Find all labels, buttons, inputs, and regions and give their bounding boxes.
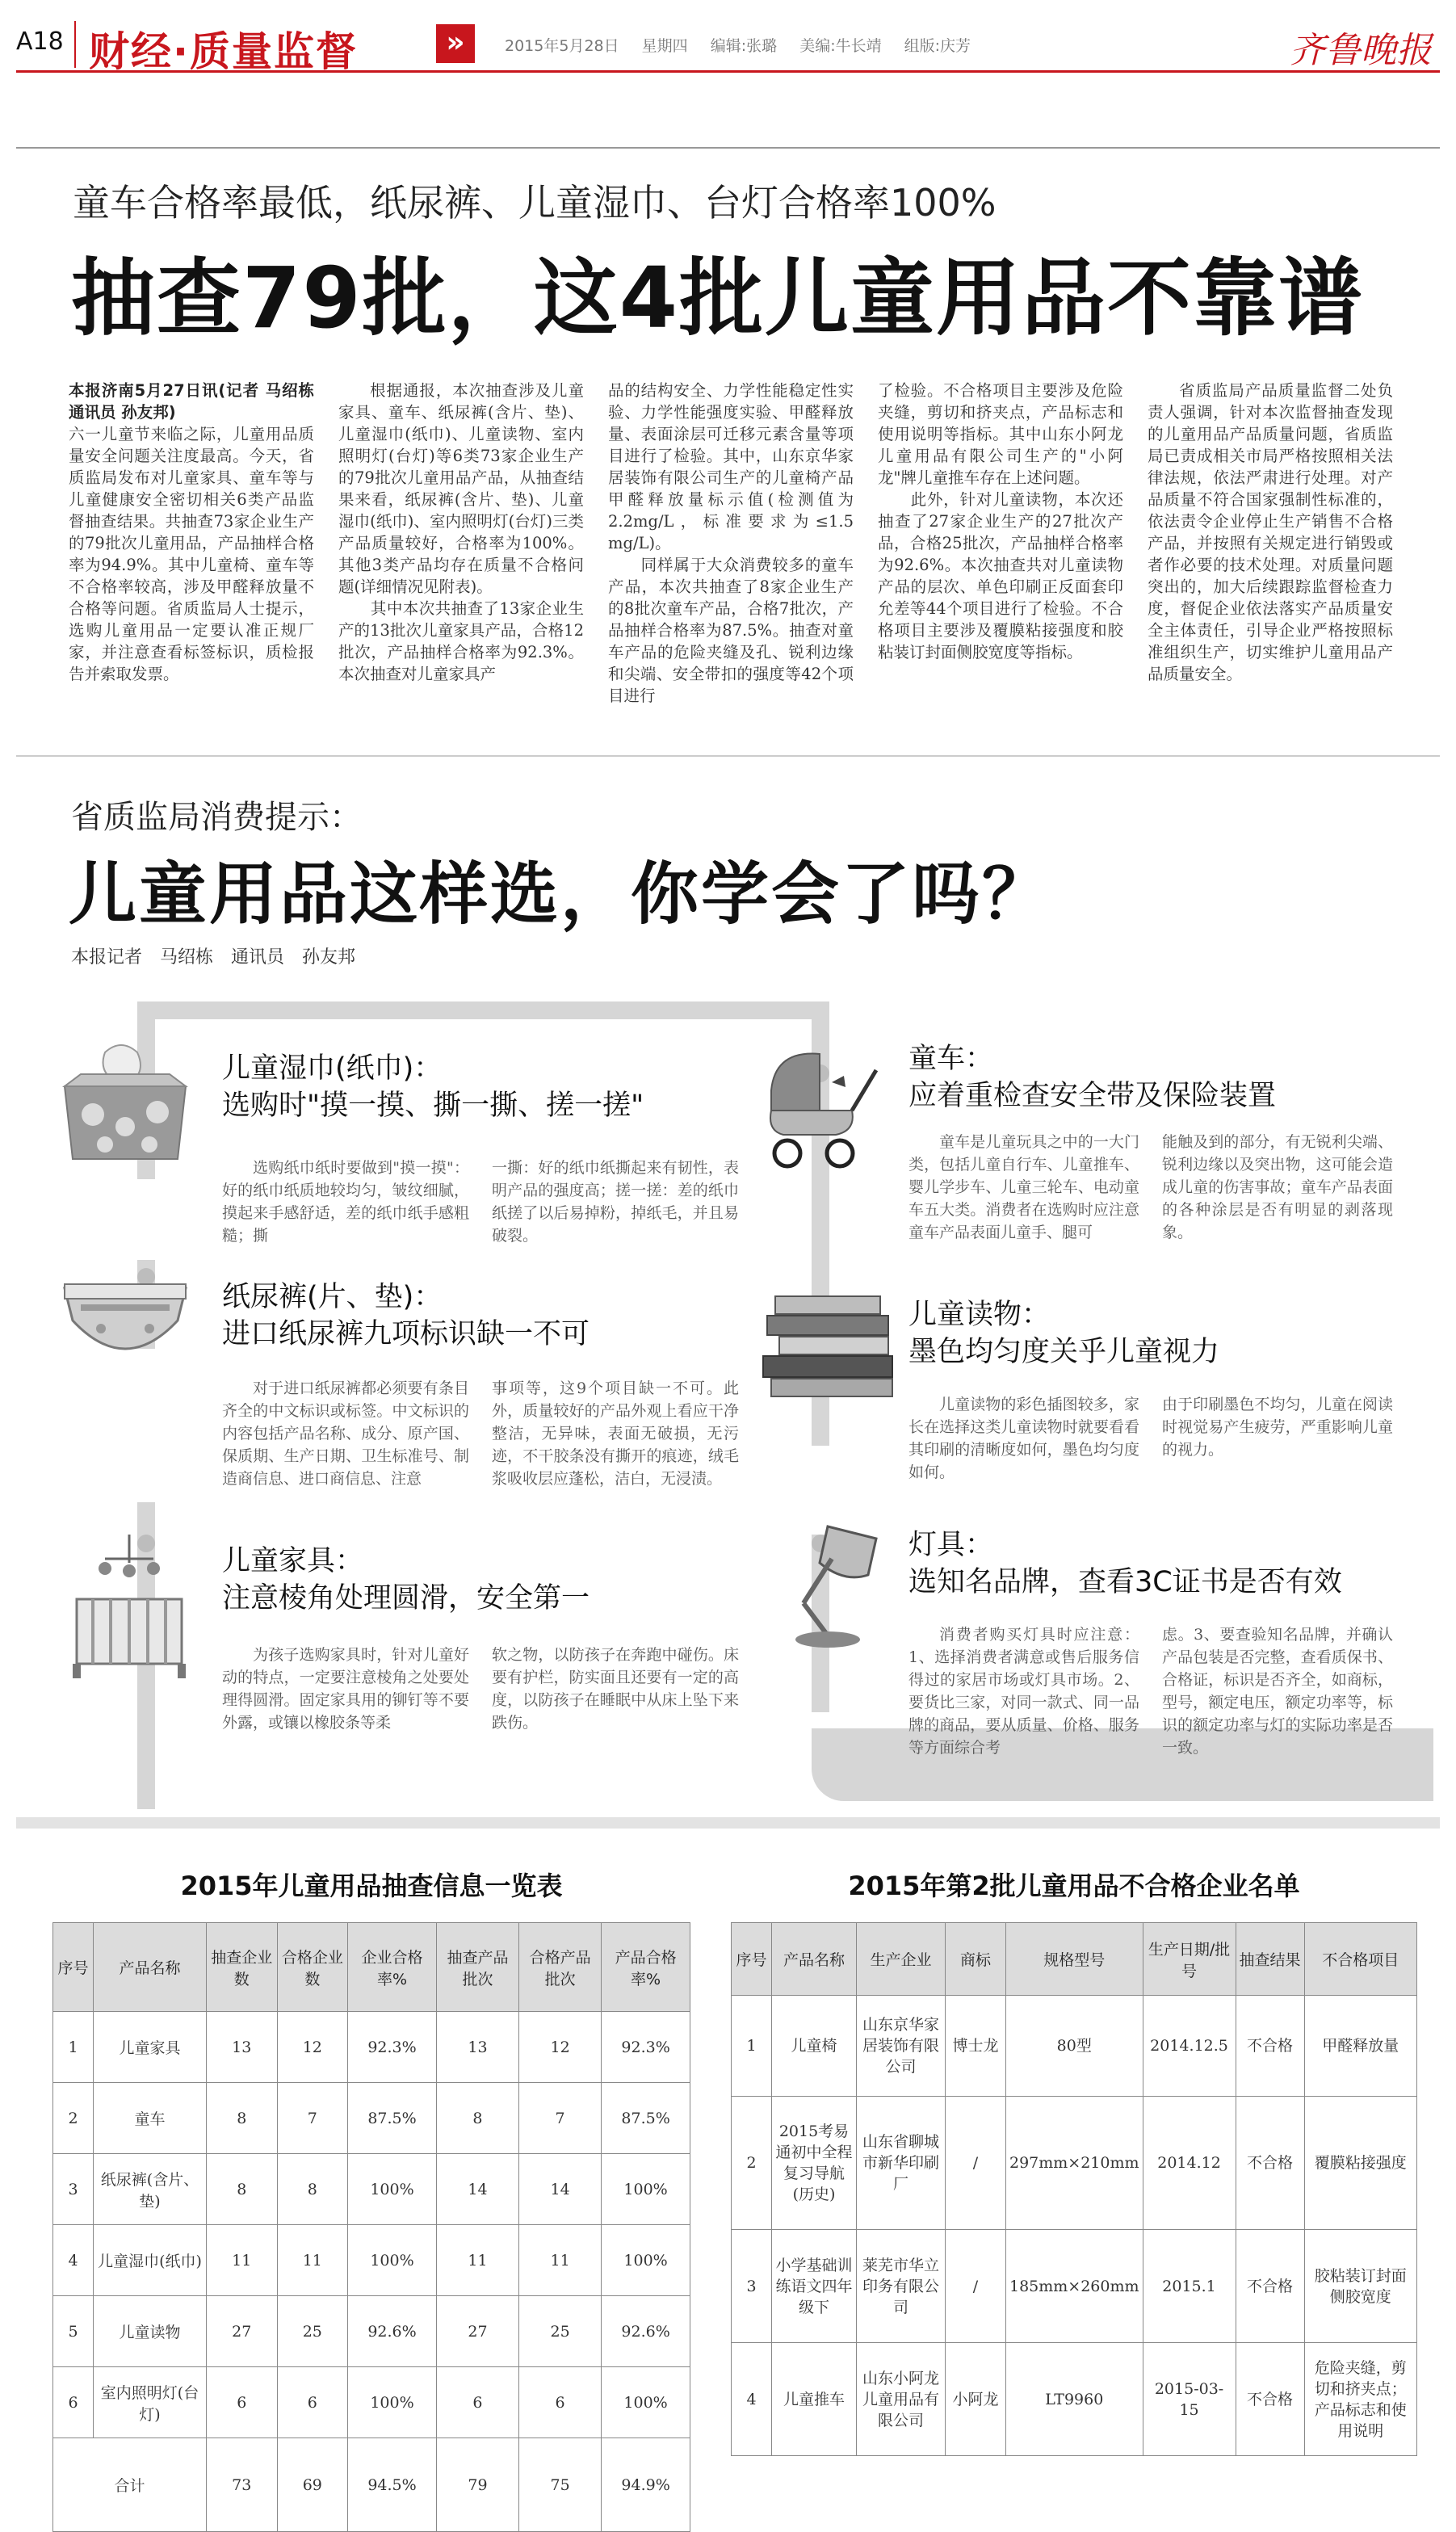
table-cell: 73 [207,2438,278,2532]
table-cell: 11 [277,2225,348,2296]
table-header: 抽查企业数 [207,1923,278,2012]
table-header: 抽查结果 [1236,1923,1304,1996]
tip-title [908,1526,1342,1601]
table-row [53,2367,690,2438]
table-cell: 79 [436,2438,518,2532]
article-column: 根据通报，本次抽查涉及儿童家具、童车、纸尿裤(含片、垫)、儿童湿巾(纸巾)、儿童读物、室内照明灯(台灯)等6类73家企业生产的79批次儿童用品产品，从抽查结果来看，纸尿裤(含片、垫)、儿童湿巾(纸巾)、室内照明灯(台灯)三类产品质量较好，合格率为100%。其他3类产品均存在质量不合格问题(详细情况见附表)。 其中本次共抽查了13家企业生产的13批次儿童家具产品，合格12批次，产品抽样合格率为92.3%。本次抽查对儿童家具产 [338,381,584,683]
table-cell: 297mm×210mm [1006,2097,1143,2230]
table-cell: 87.5% [348,2083,437,2154]
table-cell: 92.6% [602,2296,690,2367]
table-header: 商标 [946,1923,1006,1996]
table-cell: 94.9% [602,2438,690,2532]
table-cell: 27 [207,2296,278,2367]
article-column: 了检验。不合格项目主要涉及危险夹缝，剪切和挤夹点，产品标志和使用说明等指标。其中山东小阿龙儿童用品有限公司生产的"小阿龙"牌儿童推车存在上述问题。 此外，针对儿童读物，本次还抽查了27家企业生产的27批次产品，合格25批次，产品抽样合格率为92.6%。本次抽查共对儿童读物产品的层次、单色印刷正反面套印允差等44个项目进行了检验。不合格项目主要涉及覆膜粘接强度和胶粘装订封面侧胶宽度等指标。 [878,381,1123,661]
article-byline: 本报济南5月27日讯(记者 马绍栋 通讯员 孙友邦) [69,381,314,422]
section-title: 财经·质量监督 [89,28,358,75]
table-cell: 1 [732,1996,772,2097]
article-column [69,380,314,719]
tip-body [222,1644,739,1734]
tip-text: 能触及到的部分，有无锐利尖端、锐利边缘以及突出物，这可能会造成儿童的伤害事故；童车产品表面的各种涂层是否有明显的剥落现象。 [1162,1133,1393,1241]
tip-text: 对于进口纸尿裤都必须要有条目齐全的中文标识或标签。中文标识的内容包括产品名称、成分、原产国、保质期、生产日期、卫生标准号、制造商信息、进口商信息、注意 [222,1379,469,1488]
tip-subtitle: 墨色均匀度关乎儿童视力 [908,1336,1220,1368]
table-cell: 7 [277,2083,348,2154]
table-cell: 2015-03-15 [1143,2343,1236,2456]
table-cell: 100% [348,2367,437,2438]
table-cell: 27 [436,2296,518,2367]
tip-body [908,1623,1393,1759]
nonconforming-enterprises-table [731,1922,1417,2456]
header-info [505,34,988,56]
table-row [53,2296,690,2367]
table-header: 序号 [53,1923,94,2012]
stroller-icon [755,1034,892,1171]
table-cell: 8 [277,2154,348,2225]
connector-path [137,1001,828,1019]
art-editor-credit: 美编:牛长靖 [799,37,882,55]
page-number: A18 [16,27,64,56]
table-cell: 92.6% [348,2296,437,2367]
table-cell: 11 [436,2225,518,2296]
table-cell: 不合格 [1236,2097,1304,2230]
table-cell: 儿童家具 [94,2012,207,2083]
table-cell: 童车 [94,2083,207,2154]
table-row [53,2012,690,2083]
table-cell: 12 [277,2012,348,2083]
newspaper-logo: 齐鲁晚报 [1290,30,1432,71]
table-cell: 92.3% [348,2012,437,2083]
tip-body [222,1157,739,1247]
tips-kicker: 省质监局消费提示： [71,799,362,836]
table-cell: 8 [207,2154,278,2225]
tip-subtitle: 选购时"摸一摸、撕一撕、搓一搓" [222,1090,644,1122]
tip-subtitle: 进口纸尿裤九项标识缺一不可 [222,1318,590,1350]
tip-text: 虑。3、要查验知名品牌，并确认产品包装是否完整，查看质保书、合格证，标识是否齐全，如商标，型号，额定电压，额定功率等，标识的额定功率与灯的实际功率是否一致。 [1162,1626,1393,1757]
editor-credit: 编辑:张璐 [710,37,778,55]
table-cell: 2015.1 [1143,2230,1236,2343]
tip-body [222,1377,739,1490]
table-cell: 80型 [1006,1996,1143,2097]
table-total-row [53,2438,690,2532]
article-column: 品的结构安全、力学性能稳定性实验、力学性能强度实验、甲醛释放量、表面涂层可迁移元素含量等项目进行了检验。其中，山东京华家居装饰有限公司生产的儿童椅产品甲醛释放量标示值(检测值为2.2mg/L，标准要求为≤1.5 mg/L)。 同样属于大众消费较多的童车产品，本次共抽查了8家企业生产的8批次童车产品，合格7批次，产品抽样合格率为87.5%。抽查对童车产品的危险夹缝及孔、锐利边缘和尖端、安全带扣的强度等42个项目进行 [608,381,854,705]
books-icon [759,1288,904,1401]
table-cell: 25 [519,2296,602,2367]
table-row [732,2343,1417,2456]
table-cell: 2 [53,2083,94,2154]
lead-article [69,380,1393,719]
table-cell: 100% [348,2225,437,2296]
table-header: 生产日期/批号 [1143,1923,1236,1996]
tip-category: 儿童家具： [222,1545,364,1577]
table-header: 序号 [732,1923,772,1996]
table-cell: 87.5% [602,2083,690,2154]
table-cell: 儿童椅 [772,1996,857,2097]
crib-icon [69,1535,190,1680]
table-cell: 11 [519,2225,602,2296]
table-cell: 不合格 [1236,2343,1304,2456]
table-cell: / [946,2230,1006,2343]
table-cell: 小阿龙 [946,2343,1006,2456]
table-cell: 100% [602,2367,690,2438]
table-cell: 儿童读物 [94,2296,207,2367]
table-header: 不合格项目 [1304,1923,1416,1996]
table-cell: 山东省聊城市新华印刷厂 [857,2097,946,2230]
table-cell: 6 [519,2367,602,2438]
table-cell: 不合格 [1236,1996,1304,2097]
table-cell: 2014.12.5 [1143,1996,1236,2097]
table-cell: 胶粘装订封面侧胶宽度 [1304,2230,1416,2343]
table-cell: 2014.12 [1143,2097,1236,2230]
header-divider [74,21,76,68]
issue-date: 2015年5月28日 [505,37,619,55]
table-cell: 儿童推车 [772,2343,857,2456]
table-cell: 6 [436,2367,518,2438]
tip-text: 事项等，这9个项目缺一不可。此外，质量较好的产品外观上看应干净整洁，无异味，表面无破损，无污迹，不干胶条没有撕开的痕迹，绒毛浆吸收层应蓬松，洁白，无浸渍。 [492,1379,739,1488]
connector-path [16,1817,1440,1829]
tip-title [222,1050,644,1124]
tip-text: 由于印刷墨色不均匀，儿童在阅读时视觉易产生疲劳，严重影响儿童的视力。 [1162,1396,1393,1459]
table-cell: 7 [519,2083,602,2154]
tip-category: 童车： [908,1043,994,1075]
issue-weekday: 星期四 [641,37,688,55]
table-cell: 8 [436,2083,518,2154]
table-cell: 4 [732,2343,772,2456]
tip-subtitle: 应着重检查安全带及保险装置 [908,1080,1277,1112]
table-cell: 100% [602,2154,690,2225]
diaper-icon [57,1272,194,1377]
table-row [732,1996,1417,2097]
tip-body [908,1131,1393,1244]
table-cell: 山东小阿龙儿童用品有限公司 [857,2343,946,2456]
page-header [16,16,1440,73]
table-header: 合格产品批次 [519,1923,602,2012]
table-cell: 山东京华家居装饰有限公司 [857,1996,946,2097]
tip-title [908,1040,1276,1115]
tip-subtitle: 注意棱角处理圆滑，安全第一 [222,1582,590,1615]
table-cell: 莱芜市华立印务有限公司 [857,2230,946,2343]
table-cell: 8 [207,2083,278,2154]
tip-title [908,1296,1219,1371]
table-cell: 4 [53,2225,94,2296]
table-cell: 6 [53,2367,94,2438]
table-row [53,2083,690,2154]
table-cell: 小学基础训练语文四年级下 [772,2230,857,2343]
table-cell: 纸尿裤(含片、垫) [94,2154,207,2225]
table-header: 产品合格率% [602,1923,690,2012]
table-cell: 合计 [53,2438,207,2532]
article-text: 六一儿童节来临之际，儿童用品质量安全问题关注度最高。今天，省质监局发布对儿童家具、童车等与儿童健康安全密切相关6类产品监督抽查结果。共抽查73家企业生产的79批次儿童用品，产品抽样合格率为94.9%。其中儿童椅、童车等不合格率较高，涉及甲醛释放量不合格等问题。省质监局人士提示，选购儿童用品一定要认准正规厂家，并注意查看标签标识，质检报告并索取发票。 [69,425,314,683]
table-cell: 75 [519,2438,602,2532]
table-row [53,2225,690,2296]
tip-subtitle: 选知名品牌，查看3C证书是否有效 [908,1566,1342,1598]
top-rule [16,147,1440,149]
table-cell: 100% [602,2225,690,2296]
table-cell: 不合格 [1236,2230,1304,2343]
table-cell: 2015考易通初中全程复习导航(历史) [772,2097,857,2230]
tip-body [908,1393,1393,1484]
desk-lamp-icon [771,1514,900,1652]
table-cell: 儿童湿巾(纸巾) [94,2225,207,2296]
tip-category: 儿童湿巾(纸巾)： [222,1052,443,1085]
tip-category: 灯具： [908,1529,994,1561]
table-cell: 14 [519,2154,602,2225]
table-cell: 25 [277,2296,348,2367]
tip-text: 童车是儿童玩具之中的一大门类，包括儿童自行车、儿童推车、婴儿学步车、儿童三轮车、电动童车五大类。消费者在选购时应注意童车产品表面儿童手、腿可 [908,1133,1139,1241]
table-cell: 2 [732,2097,772,2230]
tip-text: 儿童读物的彩色插图较多，家长在选择这类儿童读物时就要看看其印刷的清晰度如何，墨色均匀度如何。 [908,1396,1139,1481]
lead-headline: 抽查79批，这4批儿童用品不靠谱 [71,249,1365,347]
table-header: 生产企业 [857,1923,946,1996]
section-rule [16,755,1440,757]
tip-text: 软之物，以防孩子在奔跑中碰伤。床要有护栏，防实面且还要有一定的高度，以防孩子在睡眠中从床上坠下来跌伤。 [492,1646,739,1732]
table-cell: 危险夹缝，剪切和挤夹点；产品标志和使用说明 [1304,2343,1416,2456]
tip-category: 儿童读物： [908,1299,1051,1331]
tip-text: 选购纸巾纸时要做到"摸一摸"：好的纸巾纸质地较均匀，皱纹细腻，摸起来手感舒适，差的纸巾纸手感粗糙；撕 [222,1159,469,1245]
table2-title: 2015年第2批儿童用品不合格企业名单 [848,1871,1300,1901]
lead-subhead: 童车合格率最低，纸尿裤、儿童湿巾、台灯合格率100% [73,181,997,225]
table-cell: 69 [277,2438,348,2532]
connector-path [137,1696,155,1809]
table-cell: 185mm×260mm [1006,2230,1143,2343]
table-cell: 6 [207,2367,278,2438]
table-header: 合格企业数 [277,1923,348,2012]
article-column: 省质监局产品质量监督二处负责人强调，针对本次监督抽查发现的儿童用品产品质量问题，省质监局已责成相关市局严格按照相关法律法规，依法严肃进行处理。对产品质量不符合国家强制性标准的，依法责令企业停止生产销售不合格产品，并按照有关规定进行销毁或者作必要的技术处理。对质量问题突出的，加大后续跟踪监督检查力度，督促企业依法落实产品质量安全主体责任，引导企业严格按照标准组织生产，切实维护儿童用品产品质量安全。 [1148,381,1393,683]
table-cell: / [946,2097,1006,2230]
table-row [732,2097,1417,2230]
tip-text: 为孩子选购家具时，针对儿童好动的特点，一定要注意棱角之处要处理得圆滑。固定家具用的铆钉等不要外露，或镶以橡胶条等柔 [222,1646,469,1732]
tips-byline: 本报记者 马绍栋 通讯员 孙友邦 [71,947,356,968]
tissue-box-icon [57,1038,194,1167]
table-header: 抽查产品批次 [436,1923,518,2012]
table-cell: 92.3% [602,2012,690,2083]
tip-category: 纸尿裤(片、垫)： [222,1281,443,1313]
tip-title [222,1279,590,1353]
table-cell: 3 [53,2154,94,2225]
table-cell: 13 [207,2012,278,2083]
table-row [53,2154,690,2225]
table-cell: 13 [436,2012,518,2083]
table-cell: 3 [732,2230,772,2343]
table-header: 产品名称 [772,1923,857,1996]
table-cell: 94.5% [348,2438,437,2532]
table-cell: 6 [277,2367,348,2438]
table-cell: 博士龙 [946,1996,1006,2097]
tips-headline: 儿童用品这样选，你学会了吗？ [69,854,1053,934]
table-cell: 1 [53,2012,94,2083]
table-cell: 100% [348,2154,437,2225]
table-cell: 5 [53,2296,94,2367]
table-header: 企业合格率% [348,1923,437,2012]
inspection-summary-table [52,1922,690,2532]
table-cell: 覆膜粘接强度 [1304,2097,1416,2230]
layout-credit: 组版:庆芳 [904,37,971,55]
table-header: 规格型号 [1006,1923,1143,1996]
table1-title: 2015年儿童用品抽查信息一览表 [180,1871,563,1901]
table-row [732,2230,1417,2343]
tip-text: 一撕：好的纸巾纸撕起来有韧性，表明产品的强度高；搓一搓：差的纸巾纸搓了以后易掉粉，掉纸毛，并且易破裂。 [492,1159,739,1245]
tip-title [222,1543,590,1617]
table-cell: 12 [519,2012,602,2083]
section-arrow-icon: » [436,24,475,63]
table-cell: 14 [436,2154,518,2225]
table-header: 产品名称 [94,1923,207,2012]
table-cell: 11 [207,2225,278,2296]
table-cell: 室内照明灯(台灯) [94,2367,207,2438]
table-cell: 甲醛释放量 [1304,1996,1416,2097]
table-cell: LT9960 [1006,2343,1143,2456]
tip-text: 消费者购买灯具时应注意：1、选择消费者满意或售后服务信得过的家居市场或灯具市场。2、要货比三家，对同一款式、同一品牌的商品，要从质量、价格、服务等方面综合考 [908,1626,1139,1757]
